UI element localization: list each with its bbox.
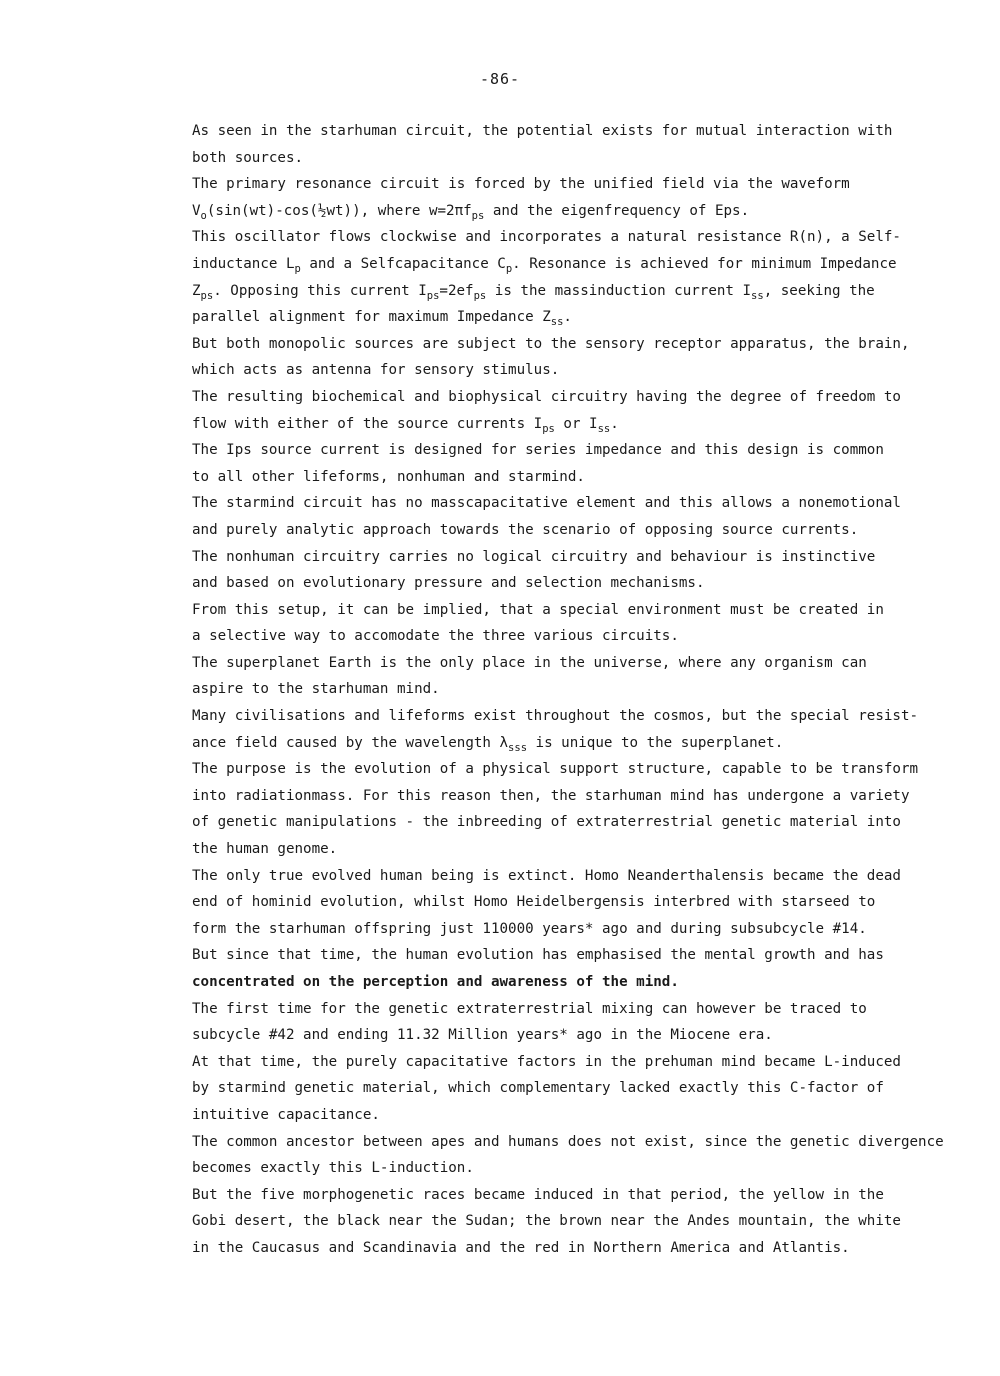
paragraph xyxy=(192,437,932,490)
text-line: The first time for the genetic extraterrestrial mixing can however be traced to xyxy=(192,1000,867,1017)
text-line: concentrated on the perception and awareness of the mind. xyxy=(192,974,679,990)
paragraph xyxy=(192,863,932,996)
text-line: This oscillator flows clockwise and incorporates a natural resistance R(n), a Self- xyxy=(192,229,901,246)
text-line: Many civilisations and lifeforms exist throughout the cosmos, but the special resist- xyxy=(192,708,919,725)
text-line: which acts as antenna for sensory stimulus. xyxy=(192,362,560,379)
body-text xyxy=(192,118,944,1262)
text-line: At that time, the purely capacitative factors in the prehuman mind became L-induced xyxy=(192,1053,901,1070)
formula-line: inductance $L_p$ and a Selfcapacitance $C_p$. Resonance is achieved for minimum Impedance xyxy=(192,255,897,275)
text-line: The resulting biochemical and biophysical circuitry having the degree of freedom to xyxy=(192,388,901,405)
text-line: subcycle #42 and ending 11.32 Million years* ago in the Miocene era. xyxy=(192,1027,773,1044)
text-line: But since that time, the human evolution has emphasised the mental growth and has xyxy=(192,947,884,964)
formula-line: flow with either of the source currents $I_{ps}$ or $I_{ss}$. xyxy=(192,415,619,435)
text-line: But the five morphogenetic races became induced in that period, the yellow in the xyxy=(192,1186,884,1203)
paragraph xyxy=(192,756,932,862)
text-line: of genetic manipulations - the inbreeding of extraterrestrial genetic material into xyxy=(192,814,901,831)
text-line: and based on evolutionary pressure and selection mechanisms. xyxy=(192,575,705,592)
formula-line: $V_o(\sin(wt)-\cos(\frac{1}{2}wt))$, where $w=2\pi f_{ps}$ and the eigenfrequency of Eps. xyxy=(192,202,750,222)
text-line: by starmind genetic material, which complementary lacked exactly this C-factor of xyxy=(192,1080,884,1097)
paragraph xyxy=(192,544,932,597)
text-line: Gobi desert, the black near the Sudan; the brown near the Andes mountain, the white xyxy=(192,1213,901,1230)
paragraph xyxy=(192,1182,932,1262)
text-line: The common ancestor between apes and humans does not exist, since the genetic divergence xyxy=(192,1133,944,1150)
text-line: As seen in the starhuman circuit, the potential exists for mutual interaction with xyxy=(192,123,893,139)
paragraph xyxy=(192,224,932,330)
text-line: form the starhuman offspring just 110000 years* ago and during subsubcycle #14. xyxy=(192,920,867,937)
paragraph xyxy=(192,118,932,171)
formula-line: ance field caused by the wavelength $\lambda_{sss}$ is unique to the superplanet. xyxy=(192,734,784,754)
text-line: The only true evolved human being is extinct. Homo Neanderthalensis became the dead xyxy=(192,867,901,884)
paragraph xyxy=(192,171,932,224)
paragraph xyxy=(192,650,932,703)
text-line: The nonhuman circuitry carries no logical circuitry and behaviour is instinctive xyxy=(192,548,876,565)
paragraph xyxy=(192,996,932,1049)
text-line: into radiationmass. For this reason then, the starhuman mind has undergone a variety xyxy=(192,787,910,804)
text-line: The primary resonance circuit is forced by the unified field via the waveform xyxy=(192,176,850,193)
text-line: From this setup, it can be implied, that a special environment must be created in xyxy=(192,601,884,618)
text-line: intuitive capacitance. xyxy=(192,1106,380,1123)
page-number: -86- xyxy=(479,70,521,88)
text-line: The Ips source current is designed for series impedance and this design is common xyxy=(192,442,884,459)
text-line: and purely analytic approach towards the scenario of opposing source currents. xyxy=(192,521,859,538)
paragraph xyxy=(192,1049,932,1129)
text-line: in the Caucasus and Scandinavia and the red in Northern America and Atlantis. xyxy=(192,1239,850,1256)
text-line: But both monopolic sources are subject to the sensory receptor apparatus, the brain, xyxy=(192,335,910,352)
text-line: both sources. xyxy=(192,149,304,166)
paragraph xyxy=(192,597,932,650)
text-line: the human genome. xyxy=(192,841,338,858)
text-line: to all other lifeforms, nonhuman and starmind. xyxy=(192,468,585,485)
text-line: a selective way to accomodate the three various circuits. xyxy=(192,628,679,645)
paragraph xyxy=(192,1129,944,1182)
formula-line: $Z_{ps}$. Opposing this current $I_{ps}=2ef_{ps}$ is the massinduction current $I_{ss}$, seeking the xyxy=(192,282,875,302)
paragraph xyxy=(192,331,932,384)
text-line: aspire to the starhuman mind. xyxy=(192,681,440,698)
paragraph xyxy=(192,490,932,543)
text-line: becomes exactly this L-induction. xyxy=(192,1160,474,1177)
text-line: The purpose is the evolution of a physical support structure, capable to be transform xyxy=(192,761,919,778)
paragraph xyxy=(192,703,932,756)
text-line: The superplanet Earth is the only place in the universe, where any organism can xyxy=(192,654,867,671)
formula-line: parallel alignment for maximum Impedance $Z_{ss}$. xyxy=(192,309,572,329)
text-line: end of hominid evolution, whilst Homo Heidelbergensis interbred with starseed to xyxy=(192,894,876,911)
text-line: The starmind circuit has no masscapacitative element and this allows a nonemotional xyxy=(192,495,901,512)
paragraph xyxy=(192,384,932,437)
